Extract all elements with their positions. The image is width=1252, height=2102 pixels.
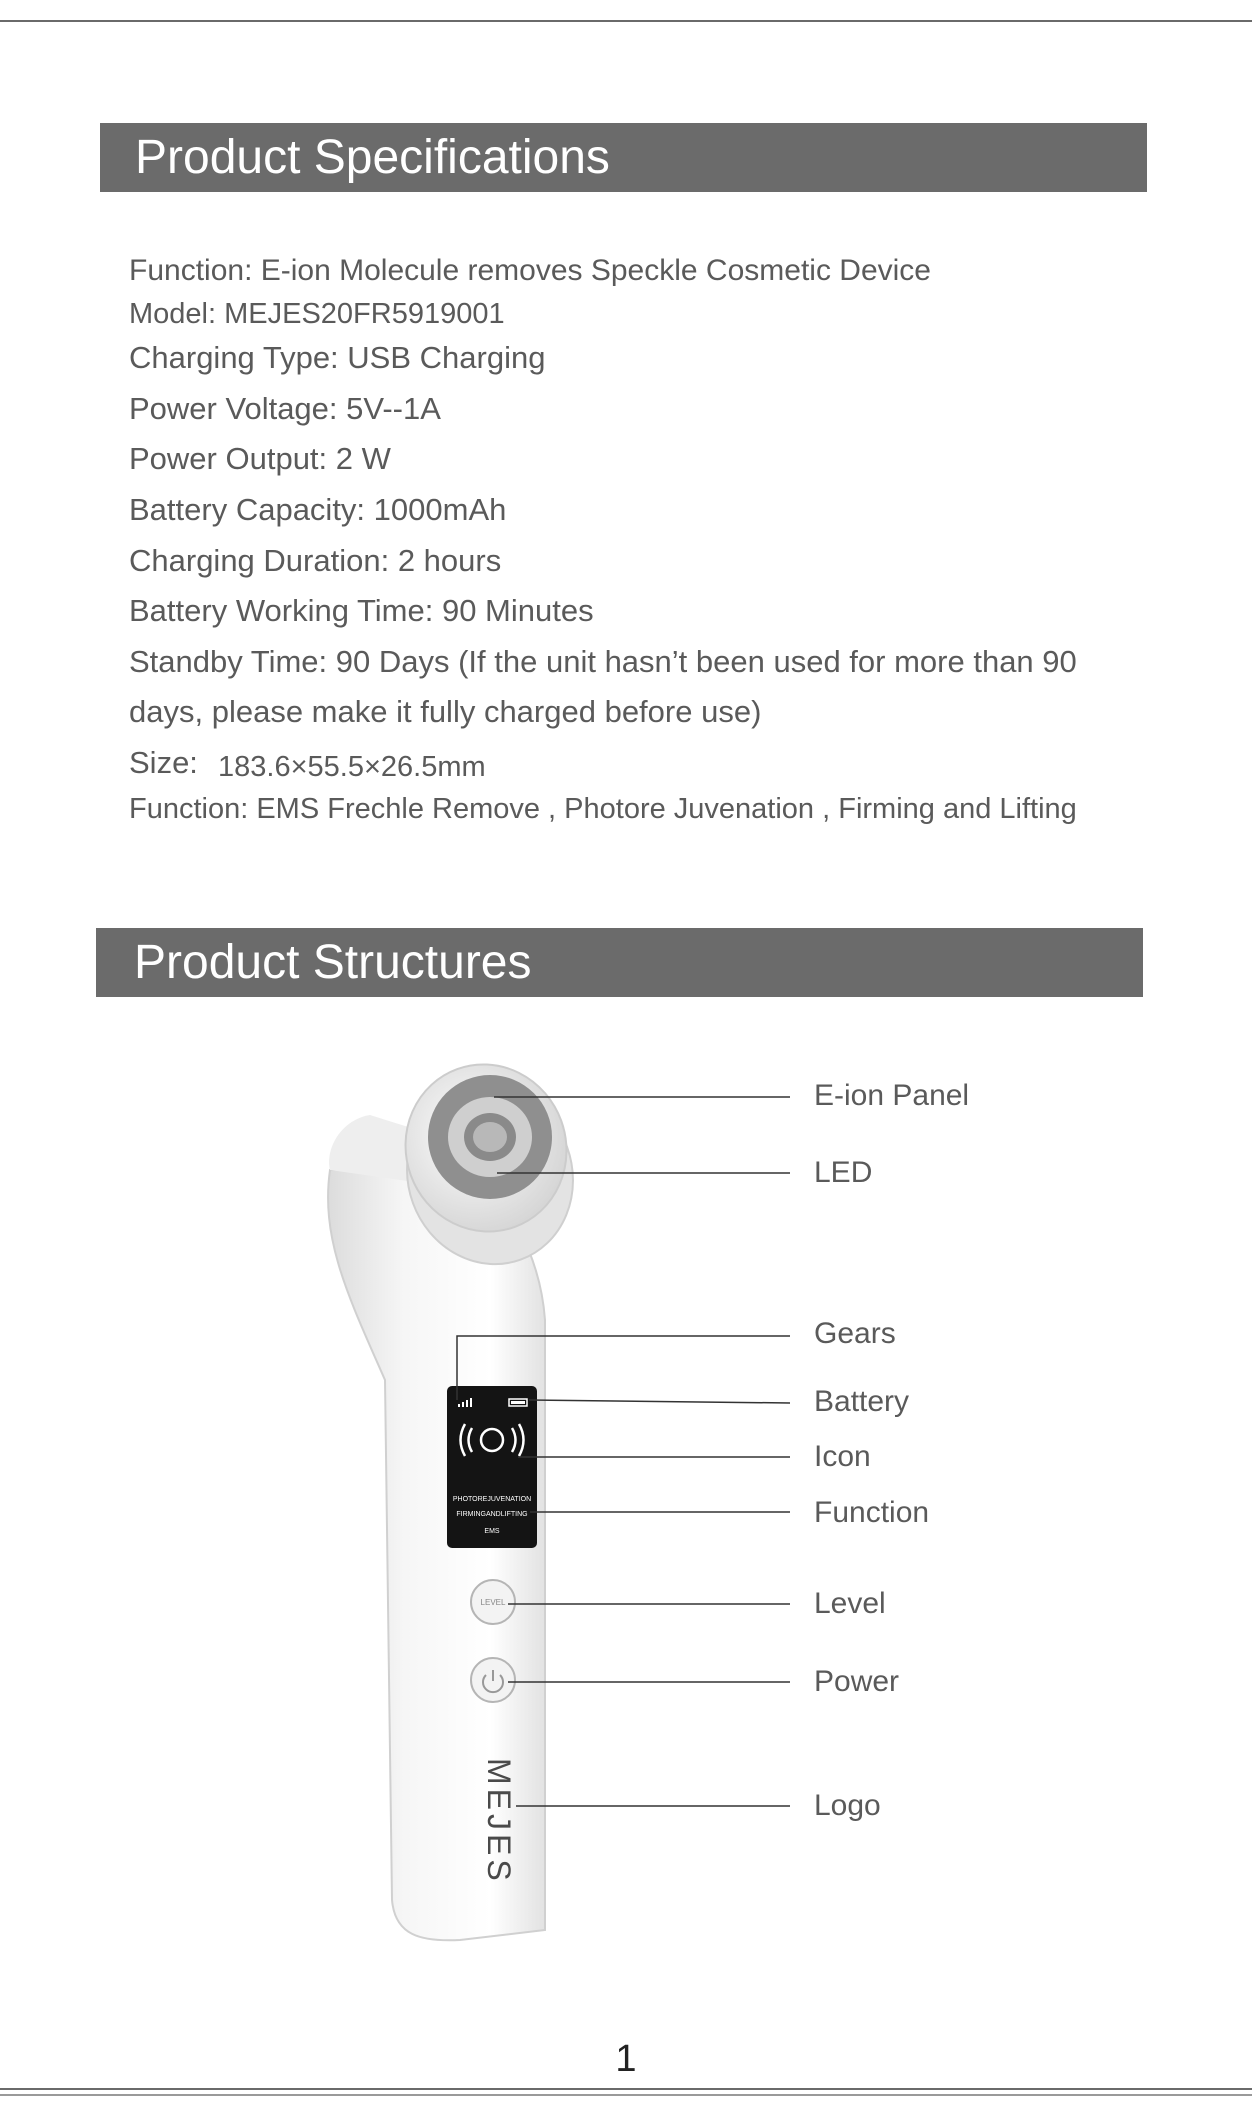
spec-standby-time: Standby Time: 90 Days (If the unit hasn’t been used for more than 90 — [129, 644, 1077, 679]
bottom-rule-1 — [0, 2088, 1252, 2090]
screen-text-1: PHOTOREJUVENATION — [452, 1496, 532, 1503]
label-icon: Icon — [814, 1440, 871, 1473]
label-led: LED — [814, 1156, 873, 1189]
label-power: Power — [814, 1665, 900, 1698]
level-button-text: LEVEL — [480, 1598, 506, 1607]
device-screen — [447, 1386, 537, 1548]
structures-heading: Product Structures — [96, 928, 1143, 997]
label-eion-panel: E-ion Panel — [814, 1079, 970, 1112]
label-battery: Battery — [814, 1385, 910, 1418]
page-number: 1 — [615, 2038, 637, 2080]
spec-power-output: Power Output: 2 W — [129, 441, 391, 476]
leader-battery — [529, 1400, 790, 1403]
label-function: Function — [814, 1496, 930, 1529]
spec-function-modes: Function: EMS Frechle Remove , Photore Juvenation , Firming and Lifting — [129, 793, 1077, 825]
label-level: Level — [814, 1587, 886, 1620]
spec-size-value: 183.6×55.5×26.5mm — [218, 751, 486, 783]
spec-size-label: Size: — [129, 745, 198, 780]
specifications-heading: Product Specifications — [100, 123, 1147, 192]
screen-text-2: FIRMINGANDLIFTING — [456, 1511, 528, 1518]
spec-working-time: Battery Working Time: 90 Minutes — [129, 593, 594, 628]
spec-model: Model: MEJES20FR5919001 — [129, 298, 505, 330]
spec-charging-duration: Charging Duration: 2 hours — [129, 543, 502, 578]
spec-charging-type: Charging Type: USB Charging — [129, 340, 546, 375]
screen-text-3: EMS — [484, 1528, 500, 1535]
label-gears: Gears — [814, 1317, 896, 1350]
spec-power-voltage: Power Voltage: 5V--1A — [129, 391, 441, 426]
spec-function: Function: E-ion Molecule removes Speckle Cosmetic Device — [129, 254, 931, 287]
brand-logo: MEJES — [481, 1758, 517, 1885]
spec-battery-capacity: Battery Capacity: 1000mAh — [129, 492, 507, 527]
label-logo: Logo — [814, 1789, 881, 1822]
spec-standby-note: days, please make it fully charged before use) — [129, 694, 762, 729]
bottom-rule-2 — [0, 2094, 1252, 2096]
